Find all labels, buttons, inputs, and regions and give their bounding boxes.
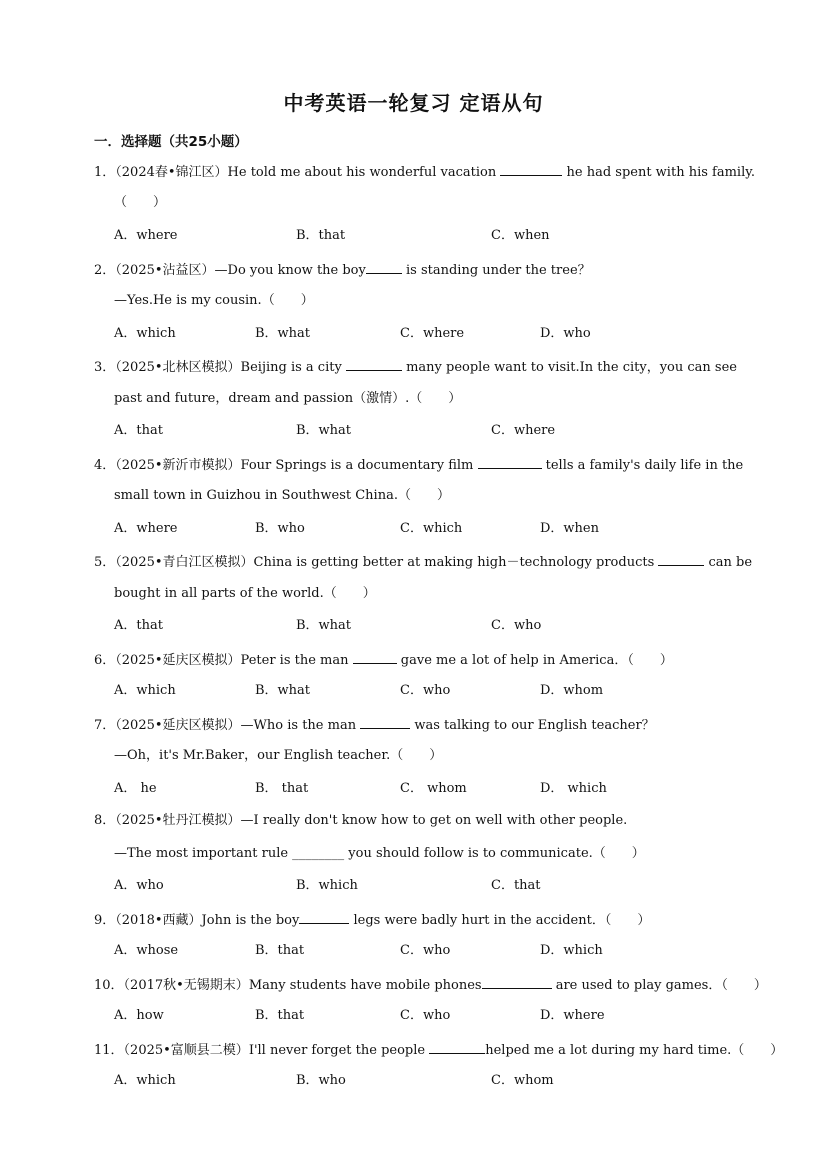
option-d[interactable]: D．who [540,326,591,341]
option-a[interactable]: A．which [114,326,176,341]
question-source: （2025•沾益区） [115,263,215,278]
question-number: 2． [94,263,116,278]
option-c[interactable]: C．where [400,326,465,341]
question-source: （2017秋•无锡期末） [123,978,249,993]
question-text-end: tells a family's daily life in the [541,458,744,473]
answer-blank [299,911,349,924]
option-a[interactable]: A．where [114,228,178,243]
question-1-line2: （ ） [114,195,167,210]
question-number: 6． [94,653,116,668]
question-text: John is the boy [201,913,300,928]
question-10 [94,976,767,994]
question-6 [94,651,673,669]
question-text-end: legs were badly hurt in the accident．（ ） [349,913,651,928]
question-9 [94,911,650,929]
option-b[interactable]: B．who [296,1073,346,1088]
option-a[interactable]: A．how [114,1008,164,1023]
section-heading: 一．选择题（共25小题） [94,134,248,150]
option-d[interactable]: D．whom [540,683,604,698]
question-4-line2: small town in Guizhou in Southwest China.（ ） [114,488,450,503]
question-2-line2: —Yes.He is my cousin.（ ） [114,293,314,308]
question-number: 7． [94,718,116,733]
question-4-options [114,521,754,537]
option-a[interactable]: A．that [114,618,163,633]
question-text: I'll never forget the people [248,1043,430,1058]
question-number: 9． [94,913,116,928]
question-number: 5． [94,555,116,570]
option-d[interactable]: D．when [540,521,599,536]
question-text-end: can be [704,555,753,570]
question-7 [94,716,655,734]
question-text-end: was talking to our English teacher？ [410,718,655,733]
question-4 [94,456,743,474]
option-a[interactable]: A．where [114,521,178,536]
question-3-options [114,423,754,439]
question-text: —Do you know the boy [214,263,366,278]
question-source: （2018•西藏） [115,913,202,928]
option-b[interactable]: B．which [296,878,358,893]
option-b[interactable]: B．what [255,683,311,698]
question-text-end: helped me a lot during my hard time.（ ） [485,1043,784,1058]
option-c[interactable]: C．which [400,521,463,536]
option-d[interactable]: D．where [540,1008,605,1023]
option-a[interactable]: A．which [114,1073,176,1088]
option-d[interactable]: D．which [540,943,603,958]
option-a[interactable]: A．which [114,683,176,698]
answer-blank [500,163,562,176]
question-7-options [114,781,754,797]
question-text-end: he had spent with his family. [562,165,755,180]
option-c[interactable]: C．that [491,878,541,893]
question-1-options [114,228,754,244]
question-text: China is getting better at making high－technology products [253,555,659,570]
question-5-line2: bought in all parts of the world.（ ） [114,586,376,601]
question-10-options [114,1008,754,1024]
question-text: —Who is the man [240,718,361,733]
option-c[interactable]: C．where [491,423,556,438]
question-text-end: gave me a lot of help in America．（ ） [396,653,673,668]
option-b[interactable]: B．that [255,943,305,958]
option-c[interactable]: C．who [491,618,542,633]
answer-blank [482,976,552,989]
question-3 [94,358,737,376]
question-3-line2: past and future，dream and passion（激情）.（ ） [114,391,462,406]
option-c[interactable]: C．who [400,943,451,958]
question-source: （2025•富顺县二模） [123,1043,249,1058]
question-number: 4． [94,458,116,473]
question-number: 1． [94,165,116,180]
question-2-options [114,326,754,342]
option-d[interactable]: D． which [540,781,607,796]
question-number: 10． [94,978,124,993]
answer-blank [658,553,704,566]
option-a[interactable]: A．whose [114,943,179,958]
question-source: （2025•北林区模拟） [115,360,241,375]
question-6-options [114,683,754,699]
question-text: Many students have mobile phones [248,978,482,993]
page-title: 中考英语一轮复习 定语从句 [283,91,544,115]
option-a[interactable]: A．that [114,423,163,438]
answer-blank [478,456,542,469]
question-number: 11． [94,1043,124,1058]
option-c[interactable]: C．who [400,1008,451,1023]
question-5 [94,553,752,571]
option-b[interactable]: B． that [255,781,309,796]
question-2 [94,261,591,279]
question-text-end: are used to play games．（ ） [551,978,767,993]
option-a[interactable]: A．who [114,878,164,893]
option-b[interactable]: B．what [296,423,352,438]
question-source: （2024春•锦江区） [115,165,228,180]
question-1 [94,163,755,181]
question-text: Peter is the man [240,653,353,668]
option-b[interactable]: B．that [255,1008,305,1023]
answer-blank [366,261,402,274]
answer-blank [346,358,402,371]
answer-blank [353,651,397,664]
question-text: Four Springs is a documentary film [240,458,478,473]
question-8-line2: —The most important rule ________ you should follow is to communicate.（ ） [114,846,645,861]
question-9-options [114,943,754,959]
option-b[interactable]: B．that [296,228,346,243]
question-text-end: many people want to visit.In the city，you can see [401,360,737,375]
option-b[interactable]: B．who [255,521,305,536]
question-text-end: is standing under the tree？ [401,263,591,278]
option-a[interactable]: A． he [114,781,157,796]
question-source: （2025•延庆区模拟） [115,653,241,668]
question-number: 3． [94,360,116,375]
answer-blank [429,1041,485,1054]
question-8 [94,813,627,829]
option-c[interactable]: C． whom [400,781,467,796]
question-source: （2025•牡丹江模拟） [115,813,241,828]
question-source: （2025•青白江区模拟） [115,555,254,570]
option-b[interactable]: B．what [296,618,352,633]
option-c[interactable]: C．when [491,228,550,243]
answer-blank [360,716,410,729]
question-text: —I really don't know how to get on well with other people. [240,813,628,828]
question-number: 8． [94,813,116,828]
option-c[interactable]: C．who [400,683,451,698]
question-11 [94,1041,783,1059]
question-source: （2025•延庆区模拟） [115,718,241,733]
question-source: （2025•新沂市模拟） [115,458,241,473]
question-7-line2: —Oh，it's Mr.Baker，our English teacher.（ ） [114,748,443,763]
question-5-options [114,618,754,634]
option-c[interactable]: C．whom [491,1073,554,1088]
question-11-options [114,1073,754,1089]
option-b[interactable]: B．what [255,326,311,341]
question-text: He told me about his wonderful vacation [227,165,501,180]
question-8-options [114,878,754,894]
question-text: Beijing is a city [240,360,346,375]
